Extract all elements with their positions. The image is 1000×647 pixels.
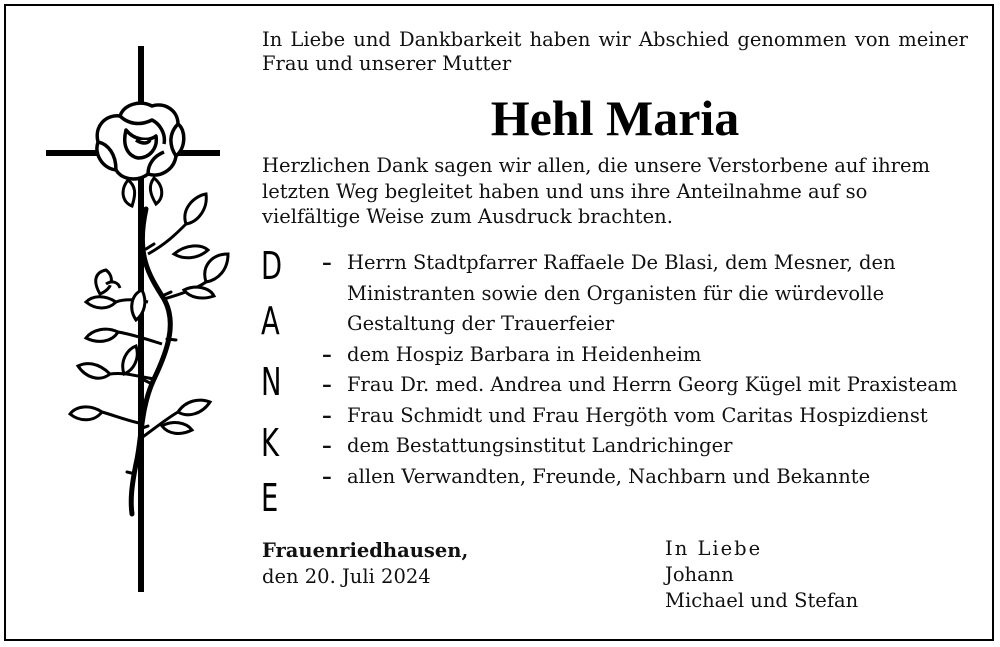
place-name: Frauenriedhausen,: [262, 539, 469, 562]
danke-letter: A: [261, 299, 280, 343]
danke-letter: D: [261, 244, 283, 288]
danke-letter: N: [261, 360, 282, 404]
list-item: [322, 370, 982, 401]
signature-name: Michael und Stefan: [665, 589, 859, 612]
list-item-text: allen Verwandten, Freunde, Nachbarn und Bekannte: [347, 464, 871, 488]
obituary-card: [4, 4, 994, 641]
dash-marker: –: [322, 342, 332, 366]
list-item-text: dem Hospiz Barbara in Heidenheim: [347, 342, 702, 366]
dash-marker: –: [322, 464, 332, 488]
signature-closing: In Liebe: [665, 537, 763, 560]
danke-letter: E: [261, 476, 279, 520]
thanks-text: Herzlichen Dank sagen wir allen, die unsere Verstorbene auf ihrem letzten Weg begleitet haben und uns ihre Anteilnahme auf so vielfältige Weise zum Ausdruck brachten.: [262, 154, 930, 228]
list-item-text: dem Bestattungsinstitut Landrichinger: [347, 434, 733, 457]
dash-marker: –: [322, 373, 332, 396]
list-item-text: Herrn Stadtpfarrer Raffaele De Blasi, dem Mesner, den Ministranten sowie den Organisten für die würdevolle Gestaltung der Trauerfeier: [347, 251, 896, 335]
dash-marker: –: [322, 403, 332, 427]
thanks-list: [322, 248, 982, 492]
intro-text: In Liebe und Dankbarkeit haben wir Abschied genommen von meiner Frau und unserer Mutter: [262, 28, 968, 75]
list-item: [322, 248, 982, 340]
deceased-name: Hehl Maria: [490, 90, 740, 146]
signature-name: Johann: [665, 563, 734, 586]
list-item: [322, 431, 982, 462]
list-item: [322, 462, 982, 493]
list-item: [322, 340, 982, 371]
place-and-date: [262, 538, 468, 590]
date-text: den 20. Juli 2024: [262, 565, 431, 588]
cross-with-rose-icon: [36, 44, 236, 594]
dash-marker: –: [322, 434, 332, 457]
signature-block: [665, 536, 858, 614]
list-item-text: Frau Dr. med. Andrea und Herrn Georg Kügel mit Praxisteam: [347, 373, 958, 396]
list-item-text: Frau Schmidt und Frau Hergöth vom Caritas Hospizdienst: [347, 403, 928, 427]
list-item: [322, 401, 982, 432]
danke-letter: K: [261, 421, 279, 465]
dash-marker: –: [322, 251, 332, 274]
